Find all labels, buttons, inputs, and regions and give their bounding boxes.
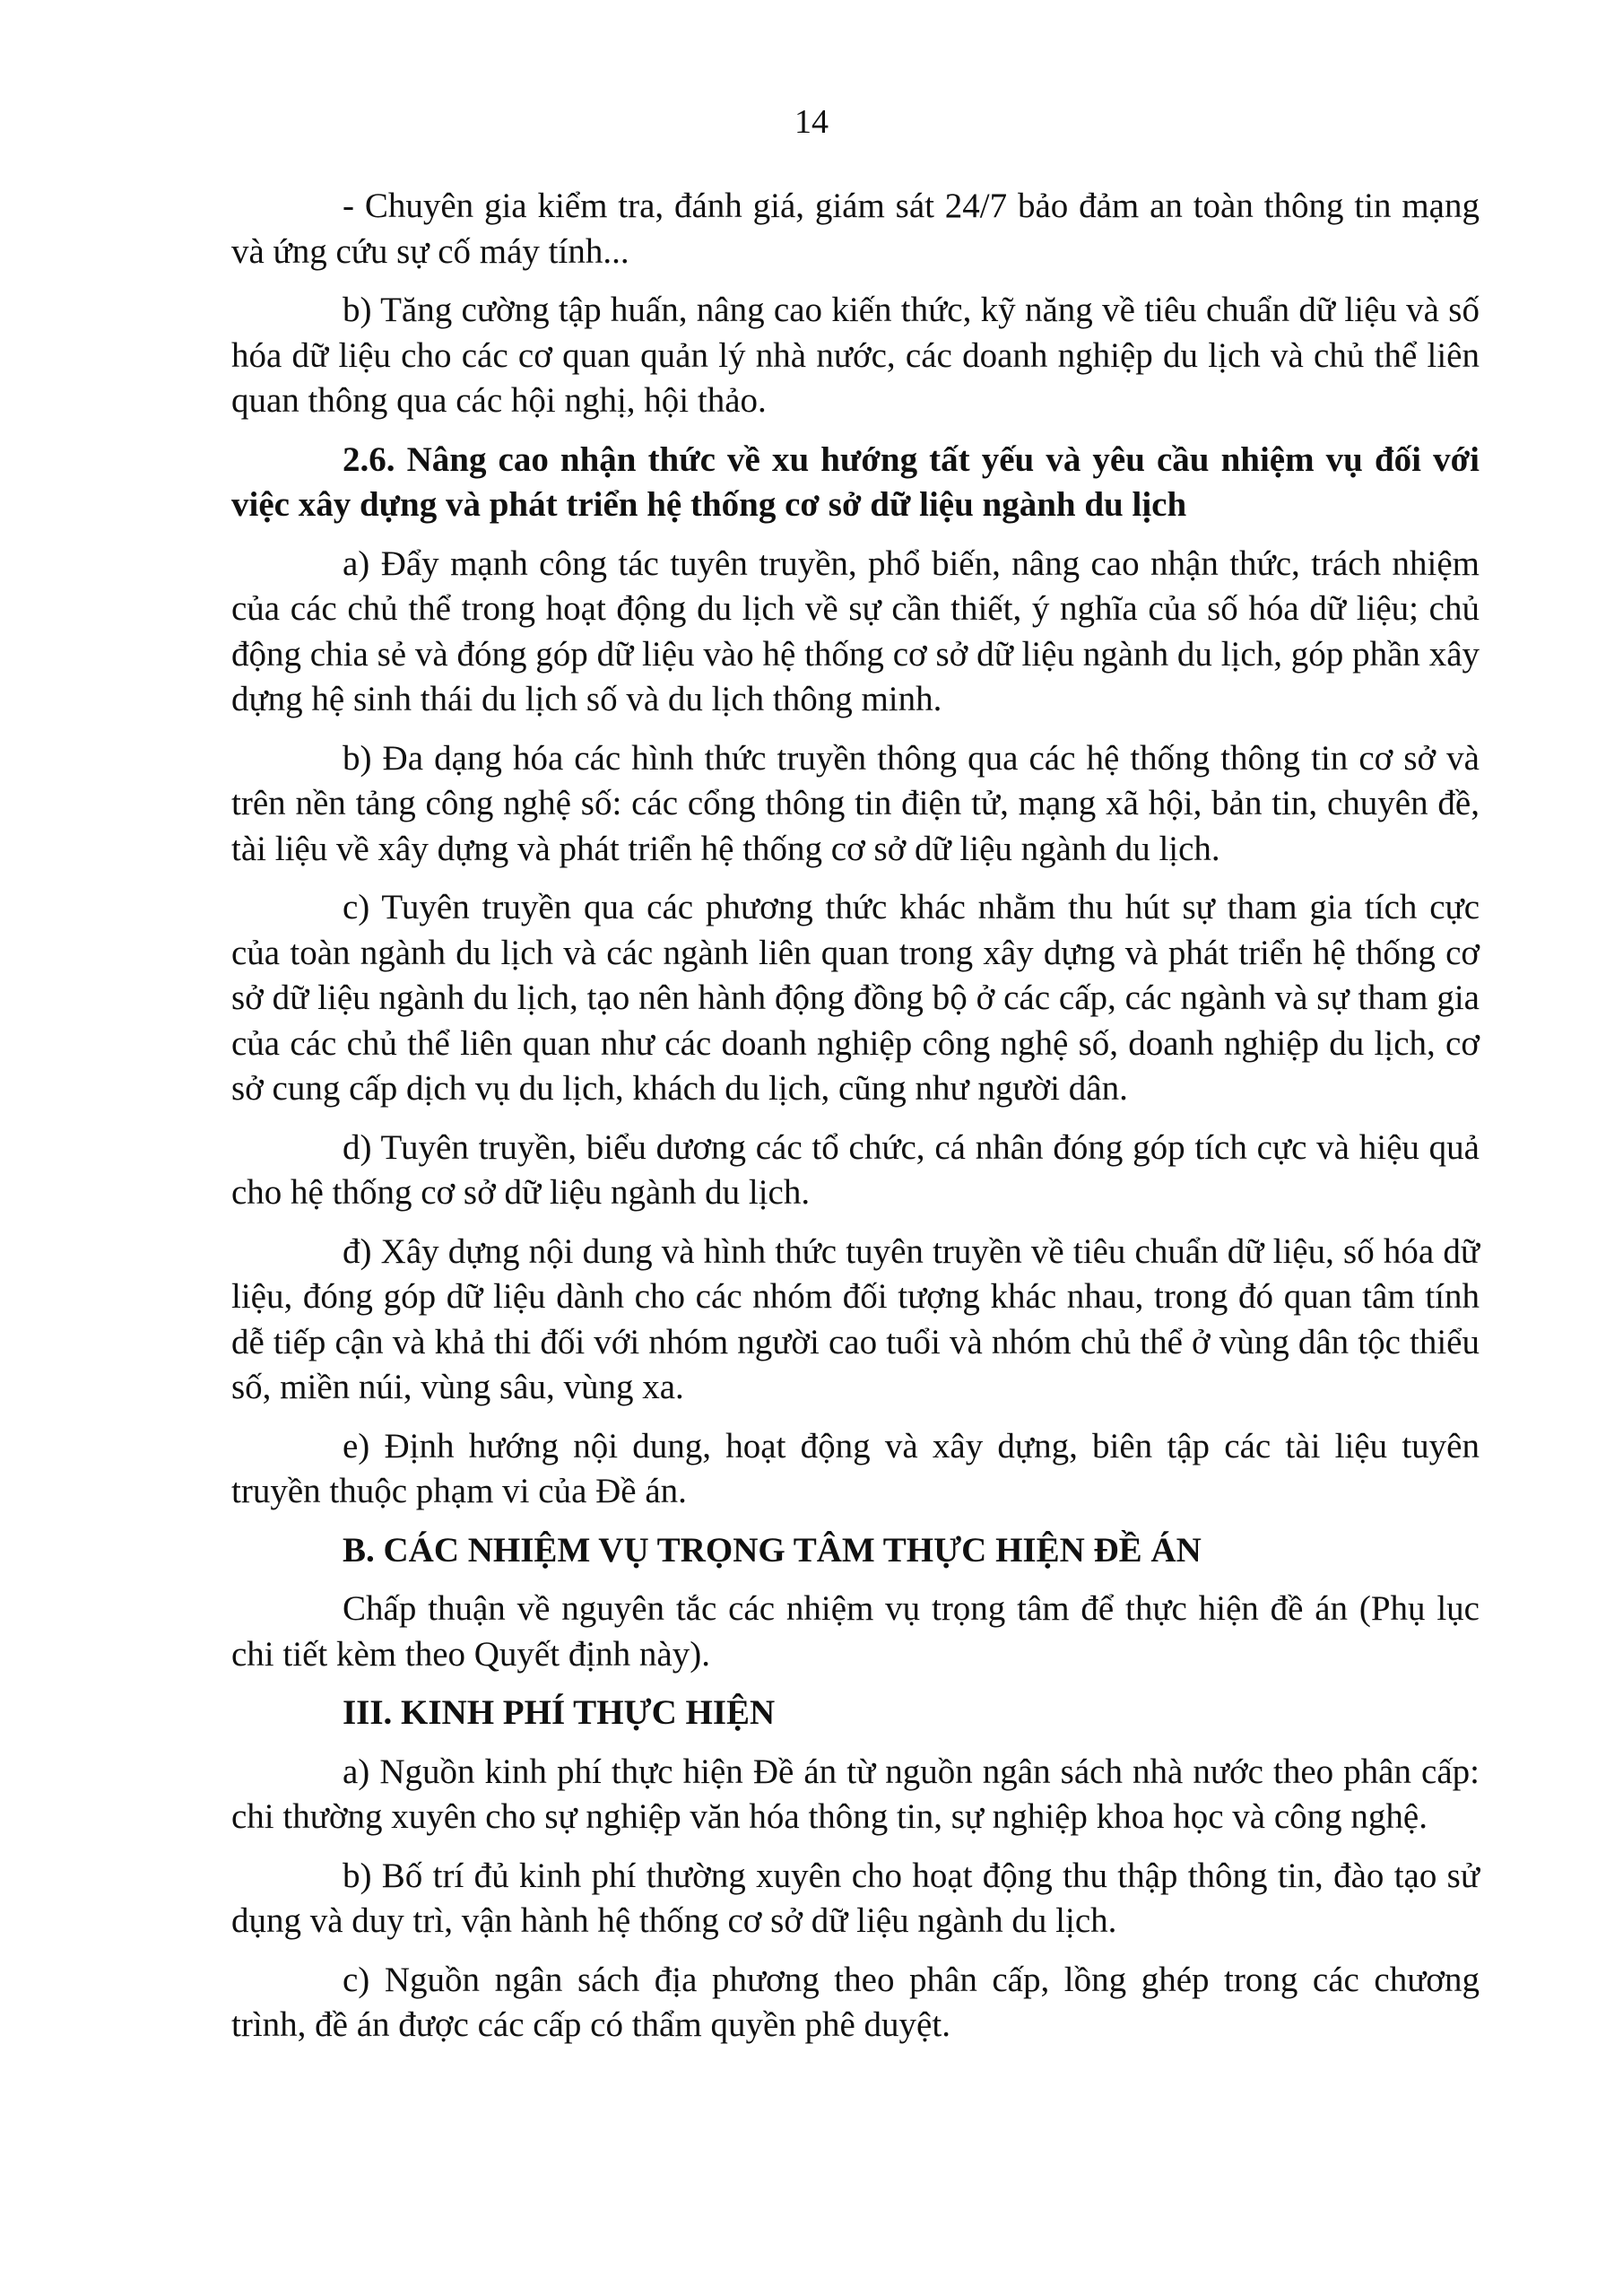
paragraph-a-funding: a) Nguồn kinh phí thực hiện Đề án từ nguồn ngân sách nhà nước theo phân cấp: chi thường xuyên cho sự nghiệp văn hóa thông tin, sự nghiệp khoa học và công nghệ. — [231, 1752, 1480, 1836]
section-heading-iii: III. KINH PHÍ THỰC HIỆN — [343, 1693, 776, 1732]
document-body — [231, 184, 1480, 2062]
paragraph-d-commendation: d) Tuyên truyền, biểu dương các tổ chức, cá nhân đóng góp tích cực và hiệu quả cho hệ thống cơ sở dữ liệu ngành du lịch. — [231, 1127, 1480, 1212]
paragraph-b-communication: b) Đa dạng hóa các hình thức truyền thông qua các hệ thống thông tin cơ sở và trên nền tảng công nghệ số: các cổng thông tin điện tử, mạng xã hội, bản tin, chuyên đề, tài liệu về xây dựng và phát triển hệ thống cơ sở dữ liệu ngành du lịch. — [231, 738, 1480, 868]
paragraph-approval: Chấp thuận về nguyên tắc các nhiệm vụ trọng tâm để thực hiện đề án (Phụ lục chi tiết kèm theo Quyết định này). — [231, 1589, 1480, 1674]
section-heading-2-6: 2.6. Nâng cao nhận thức về xu hướng tất yếu và yêu cầu nhiệm vụ đối với việc xây dựng và phát triển hệ thống cơ sở dữ liệu ngành du lịch — [231, 439, 1480, 524]
section-heading-b: B. CÁC NHIỆM VỤ TRỌNG TÂM THỰC HIỆN ĐỀ ÁN — [343, 1530, 1202, 1570]
paragraph-c-propaganda: c) Tuyên truyền qua các phương thức khác nhằm thu hút sự tham gia tích cực của toàn ngành du lịch và các ngành liên quan trong xây dựng và phát triển hệ thống cơ sở dữ liệu ngành du lịch, tạo nên hành động đồng bộ ở các cấp, các ngành và sự tham gia của các chủ thể liên quan như các doanh nghiệp công nghệ số, doanh nghiệp du lịch, cơ sở cung cấp dịch vụ du lịch, khách du lịch, cũng như người dân. — [231, 888, 1480, 1108]
paragraph-e-orientation: e) Định hướng nội dung, hoạt động và xây dựng, biên tập các tài liệu tuyên truyền thuộc phạm vi của Đề án. — [231, 1426, 1480, 1510]
paragraph-training: b) Tăng cường tập huấn, nâng cao kiến thức, kỹ năng về tiêu chuẩn dữ liệu và số hóa dữ liệu cho các cơ quan quản lý nhà nước, các doanh nghiệp du lịch và chủ thể liên quan thông qua các hội nghị, hội thảo. — [231, 291, 1480, 420]
paragraph-dd-content: đ) Xây dựng nội dung và hình thức tuyên truyền về tiêu chuẩn dữ liệu, số hóa dữ liệu, đóng góp dữ liệu dành cho các nhóm đối tượng khác nhau, trong đó quan tâm tính dễ tiếp cận và khả thi đối với nhóm người cao tuổi và nhóm chủ thể ở vùng dân tộc thiểu số, miền núi, vùng sâu, vùng xa. — [231, 1231, 1480, 1406]
page-number: 14 — [794, 103, 829, 141]
paragraph-expert-monitoring: - Chuyên gia kiểm tra, đánh giá, giám sát 24/7 bảo đảm an toàn thông tin mạng và ứng cứu sự cố máy tính... — [231, 187, 1480, 271]
paragraph-a-promotion: a) Đẩy mạnh công tác tuyên truyền, phổ biến, nâng cao nhận thức, trách nhiệm của các chủ thể trong hoạt động du lịch về sự cần thiết, ý nghĩa của số hóa dữ liệu; chủ động chia sẻ và đóng góp dữ liệu vào hệ thống cơ sở dữ liệu ngành du lịch, góp phần xây dựng hệ sinh thái du lịch số và du lịch thông minh. — [231, 544, 1480, 718]
paragraph-c-funding: c) Nguồn ngân sách địa phương theo phân cấp, lồng ghép trong các chương trình, đề án được các cấp có thẩm quyền phê duyệt. — [231, 1960, 1480, 2044]
paragraph-b-funding: b) Bố trí đủ kinh phí thường xuyên cho hoạt động thu thập thông tin, đào tạo sử dụng và duy trì, vận hành hệ thống cơ sở dữ liệu ngành du lịch. — [231, 1856, 1480, 1940]
